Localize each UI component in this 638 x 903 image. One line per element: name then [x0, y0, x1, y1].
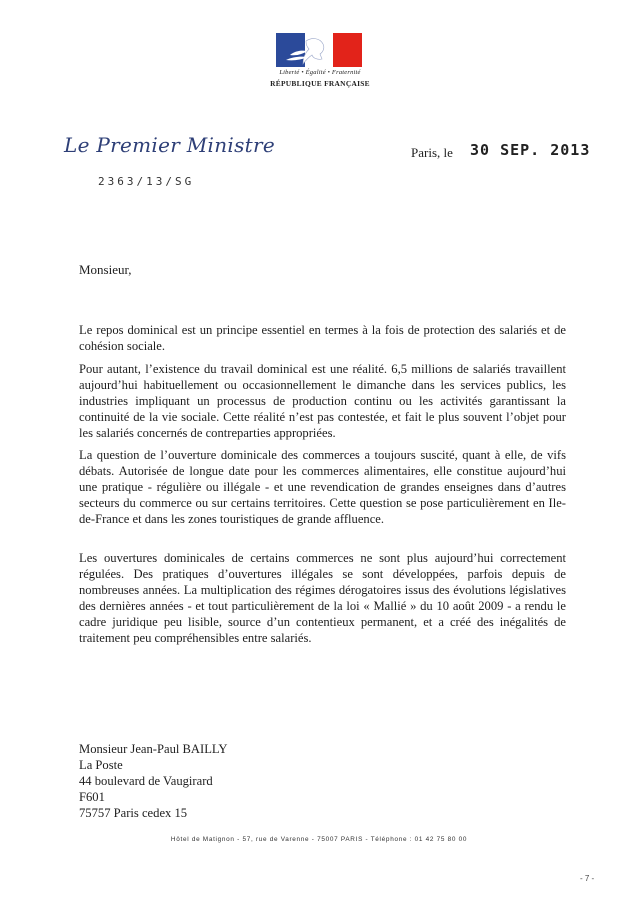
- republic-motto: Liberté • Égalité • Fraternité: [279, 69, 361, 76]
- recipient-street: 44 boulevard de Vaugirard: [79, 774, 213, 788]
- sender-title: Le Premier Ministre: [64, 133, 275, 157]
- recipient-code: F601: [79, 790, 105, 804]
- paragraph: Pour autant, l’existence du travail dominical est une réalité. 6,5 millions de salariés travaillent aujourd’hui habituellement ou occasionnellement le dimanche dans les services publics, les industries impliquant un processus de production continu ou les activités garantissant la continuité de la vie sociale. Cette réalité n’est pas contestée, et fait le plus souvent l’objet pour les salariés concernés de contreparties appropriées.: [79, 362, 566, 440]
- recipient-name: Monsieur Jean-Paul BAILLY: [79, 742, 228, 756]
- footer-address: Hôtel de Matignon - 57, rue de Varenne - 75007 PARIS - Téléphone : 01 42 75 80 00: [170, 836, 468, 843]
- marianne-logo-icon: [276, 33, 362, 67]
- paragraph: Les ouvertures dominicales de certains commerces ne sont plus aujourd’hui correctement régulées. Des pratiques d’ouvertures illégales se sont développées, parfois depuis de nombreuses années. La multiplication des régimes dérogatoires issus des évolutions législatives des dernières années - et tout particulièrement de la loi « Mallié » du 10 août 2009 - a rendu le cadre juridique peu lisible, source d’un contentieux permanent, et a créé des inégalités de traitement peu compréhensibles entre salariés.: [79, 551, 566, 645]
- recipient-city: 75757 Paris cedex 15: [79, 806, 188, 820]
- date-stamp: 30 SEP. 2013: [470, 141, 591, 159]
- reference-number: 2363/13/SG: [98, 175, 195, 188]
- paragraph: Le repos dominical est un principe essentiel en termes à la fois de protection des salariés et de cohésion sociale.: [79, 323, 566, 353]
- salutation: Monsieur,: [79, 262, 132, 277]
- dateline-place: Paris, le: [411, 145, 453, 160]
- paragraph: La question de l’ouverture dominicale des commerces a toujours suscité, quant à elle, de vifs débats. Autorisée de longue date pour les commerces alimentaires, elle constitue aujourd’hui une pratique - régulière ou illégale - et une revendication de grandes enseignes dans d’autres secteurs du commerce ou sur certains territoires. Cette question se pose particulièrement en Ile-de-France et dans les zones touristiques de grande affluence.: [79, 448, 566, 526]
- page-number: - 7 -: [580, 874, 595, 883]
- republic-name: RÉPUBLIQUE FRANÇAISE: [270, 79, 370, 88]
- recipient-organization: La Poste: [79, 758, 123, 772]
